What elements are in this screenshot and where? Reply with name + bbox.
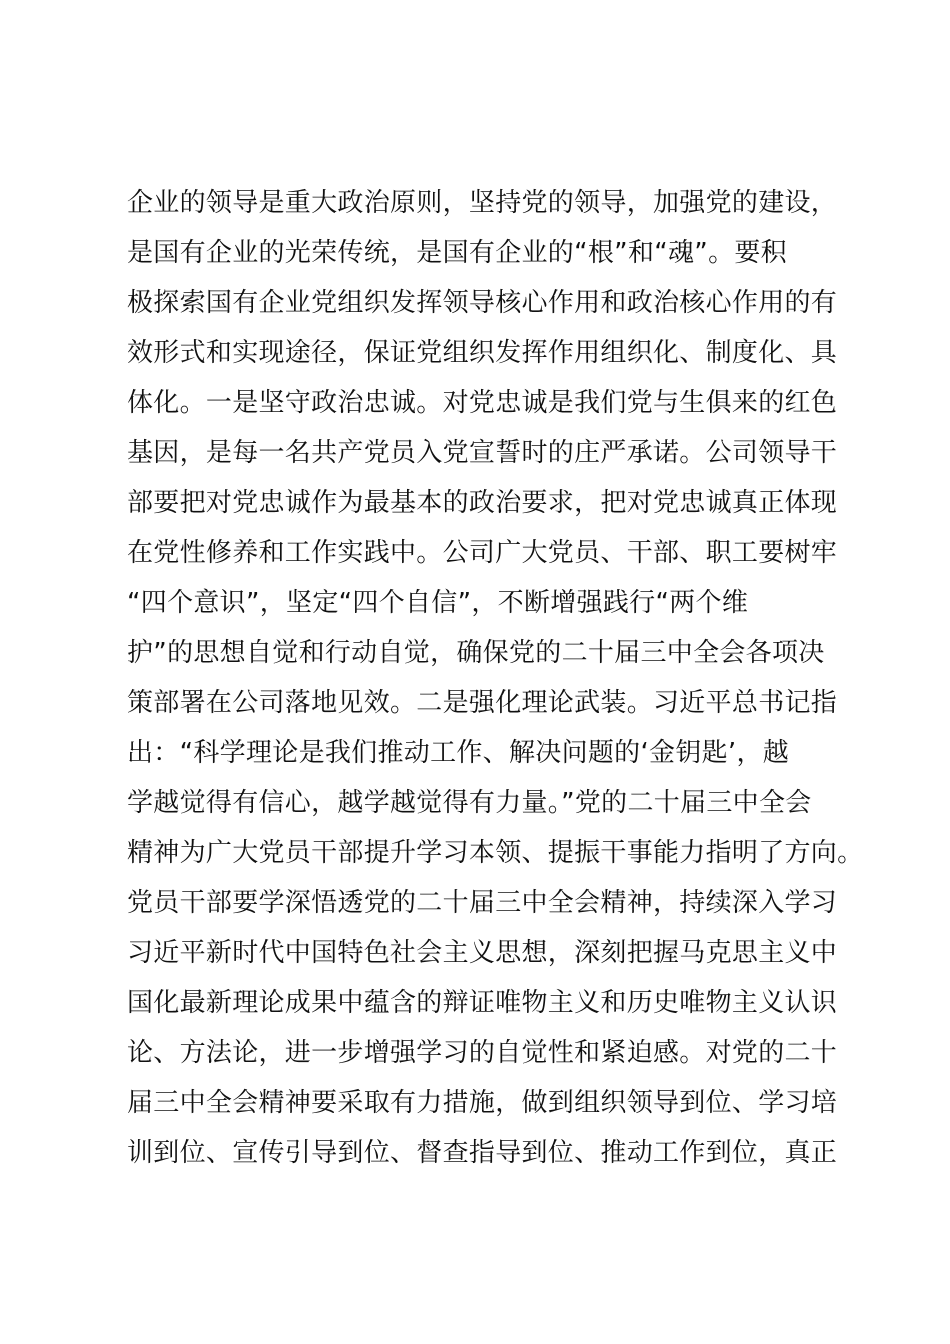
text-line: 效形式和实现途径，保证党组织发挥作用组织化、制度化、具 bbox=[127, 338, 838, 368]
text-line: 届三中全会精神要采取有力措施，做到组织领导到位、学习培 bbox=[127, 1088, 838, 1118]
text-line: 部要把对党忠诚作为最基本的政治要求，把对党忠诚真正体现 bbox=[127, 488, 838, 518]
text-line: 基因，是每一名共产党员入党宣誓时的庄严承诺。公司领导干 bbox=[127, 438, 838, 468]
text-line: 训到位、宣传引导到位、督查指导到位、推动工作到位，真正 bbox=[127, 1138, 838, 1168]
body-paragraph bbox=[127, 178, 864, 1178]
text-line: 习近平新时代中国特色社会主义思想，深刻把握马克思主义中 bbox=[127, 938, 838, 968]
text-line: 精神为广大党员干部提升学习本领、提振干事能力指明了方向。 bbox=[127, 838, 864, 868]
text-line: 党员干部要学深悟透党的二十届三中全会精神，持续深入学习 bbox=[127, 888, 838, 918]
text-line: 出：“科学理论是我们推动工作、解决问题的‘金钥匙’，越 bbox=[127, 738, 790, 768]
text-line: “四个意识”，坚定“四个自信”，不断增强践行“两个维 bbox=[127, 588, 749, 618]
text-line: 国化最新理论成果中蕴含的辩证唯物主义和历史唯物主义认识 bbox=[127, 988, 838, 1018]
text-line: 体化。一是坚守政治忠诚。对党忠诚是我们党与生俱来的红色 bbox=[127, 388, 838, 418]
text-line: 在党性修养和工作实践中。公司广大党员、干部、职工要树牢 bbox=[127, 538, 838, 568]
text-line: 策部署在公司落地见效。二是强化理论武装。习近平总书记指 bbox=[127, 688, 838, 718]
text-line: 极探索国有企业党组织发挥领导核心作用和政治核心作用的有 bbox=[127, 288, 838, 318]
text-line: 学越觉得有信心，越学越觉得有力量。”党的二十届三中全会 bbox=[127, 788, 812, 818]
text-line: 企业的领导是重大政治原则，坚持党的领导，加强党的建设， bbox=[127, 188, 838, 218]
text-line: 论、方法论，进一步增强学习的自觉性和紧迫感。对党的二十 bbox=[127, 1038, 838, 1068]
text-line: 护”的思想自觉和行动自觉，确保党的二十届三中全会各项决 bbox=[127, 638, 825, 668]
text-line: 是国有企业的光荣传统，是国有企业的“根”和“魂”。要积 bbox=[127, 238, 787, 268]
